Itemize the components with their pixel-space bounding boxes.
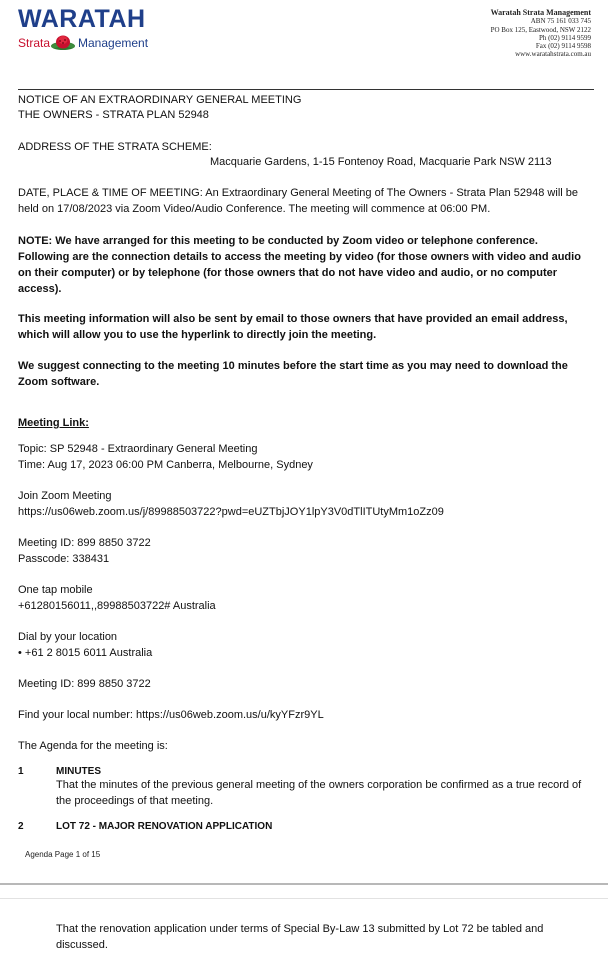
company-po-box: PO Box 125, Eastwood, NSW 2122: [490, 25, 591, 34]
logo-management-text: Management: [78, 36, 149, 50]
zoom-note-paragraph: NOTE: We have arranged for this meeting to be conducted by Zoom video or telephone conference. Following are the connection details to access the meeting by video (for those owners with video and audio on their computer) or by telephone (for those owners that do not have video and audio, or no computer access).: [18, 235, 581, 295]
agenda-intro: The Agenda for the meeting is:: [18, 740, 168, 752]
company-abn: ABN 75 161 033 745: [530, 17, 591, 26]
suggest-note-paragraph: We suggest connecting to the meeting 10 minutes before the start time as you may need to download the Zoom software.: [18, 360, 568, 388]
meeting-id-repeat: Meeting ID: 899 8850 3722: [18, 678, 151, 690]
address-value: Macquarie Gardens, 1-15 Fontenoy Road, Macquarie Park NSW 2113: [210, 156, 552, 168]
document-page-2: [0, 898, 608, 956]
agenda-item-body: That the minutes of the previous general meeting of the owners corporation be confirmed as a true record of the proceedings of that meeting.: [56, 779, 582, 807]
waratah-flower-icon: [49, 34, 77, 52]
agenda-item-body: That the renovation application under terms of Special By-Law 13 submitted by Lot 72 be tabled and discussed.: [56, 923, 544, 951]
company-details: [491, 9, 591, 59]
notice-title-line-2: THE OWNERS - STRATA PLAN 52948: [18, 109, 209, 121]
dial-location-value: • +61 2 8015 6011 Australia: [18, 647, 153, 659]
email-note-paragraph: This meeting information will also be sent by email to those owners that have provided an email address, which will allow you to use the hyperlink to directly join the meeting.: [18, 313, 568, 341]
join-zoom-url[interactable]: https://us06web.zoom.us/j/89988503722?pwd=eUZTbjJOY1lpY3V0dTlITUtyMm1oZz09: [18, 506, 444, 518]
agenda-item-title: MINUTES: [56, 766, 101, 777]
agenda-item-number: 1: [18, 766, 24, 777]
company-fax: Fax (02) 9114 9598: [535, 42, 591, 51]
one-tap-label: One tap mobile: [18, 584, 93, 596]
agenda-item-number: 2: [18, 821, 24, 832]
header-divider: [18, 89, 594, 90]
logo-subline: [18, 34, 149, 52]
company-website: www.waratahstrata.com.au: [515, 50, 591, 59]
meeting-time: Time: Aug 17, 2023 06:00 PM Canberra, Melbourne, Sydney: [18, 459, 313, 471]
meeting-link-heading: Meeting Link:: [18, 417, 89, 429]
page-gap: [0, 885, 608, 898]
one-tap-value: +61280156011,,89988503722# Australia: [18, 600, 216, 612]
address-label: ADDRESS OF THE STRATA SCHEME:: [18, 141, 212, 153]
local-number-link[interactable]: Find your local number: https://us06web.zoom.us/u/kyYFzr9YL: [18, 709, 324, 721]
join-zoom-label: Join Zoom Meeting: [18, 490, 112, 502]
meeting-topic: Topic: SP 52948 - Extraordinary General Meeting: [18, 443, 258, 455]
waratah-logo: [18, 5, 149, 52]
company-name: Waratah Strata Management: [490, 8, 591, 17]
meeting-id: Meeting ID: 899 8850 3722: [18, 537, 151, 549]
meeting-passcode: Passcode: 338431: [18, 553, 110, 565]
agenda-item-title: LOT 72 - MAJOR RENOVATION APPLICATION: [56, 821, 273, 832]
logo-strata-text: Strata: [18, 36, 51, 50]
page-footer: Agenda Page 1 of 15: [25, 850, 101, 859]
date-place-time-paragraph: DATE, PLACE & TIME OF MEETING: An Extraordinary General Meeting of The Owners - Strata Plan 52948 will be held on 17/08/2023 via Zoom Video/Audio Conference. The meeting will commence at 06:00 PM.: [18, 187, 579, 215]
logo-wordmark: WARATAH: [18, 5, 146, 33]
dial-location-label: Dial by your location: [18, 631, 118, 643]
notice-title-line-1: NOTICE OF AN EXTRAORDINARY GENERAL MEETING: [18, 94, 302, 106]
company-phone: Ph (02) 9114 9599: [538, 33, 591, 42]
